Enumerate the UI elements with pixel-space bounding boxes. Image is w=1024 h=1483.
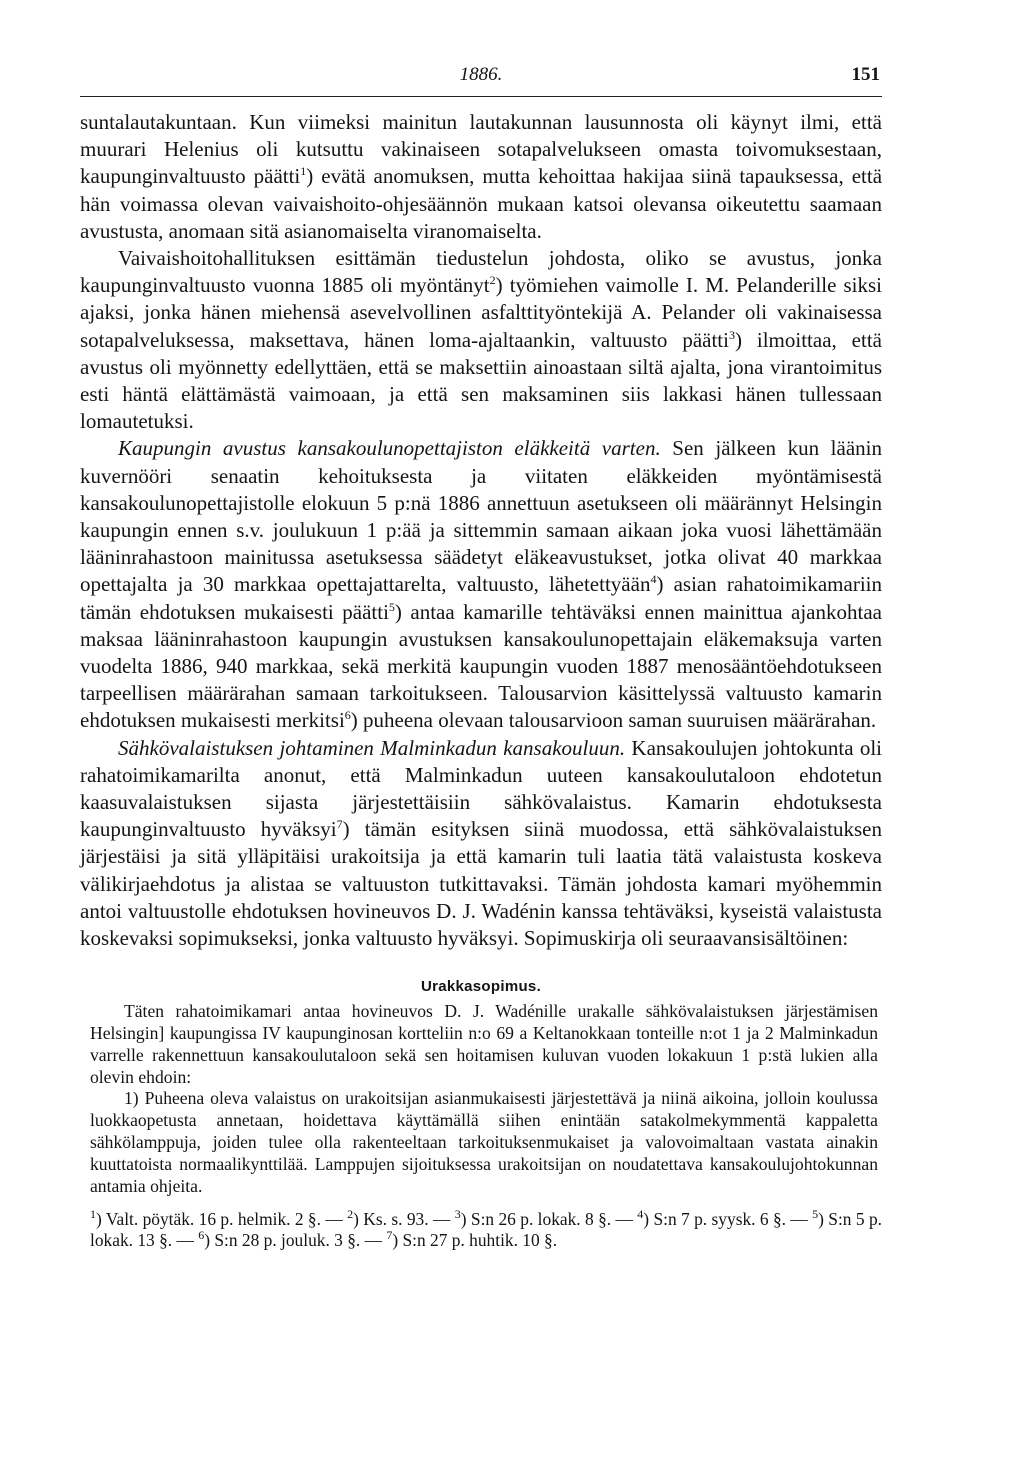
footnote-text: ) S:n 28 p. jouluk. 3 §. — — [204, 1230, 387, 1251]
footnote-ref: 7 — [336, 817, 343, 832]
footnote-marker: 2 — [347, 1207, 354, 1222]
paragraph-text: ) ilmoittaa, että avustus oli myönnetty edellyttäen, että se maksettiin ainoastaan siltä ajalta, jona virantoimitus esti häntä elättämästä vaimoaan, ja että sen maksaminen siis lakkasi hänen tullessaan lomautetuksi. — [80, 327, 882, 434]
paragraph-4 — [80, 735, 882, 953]
paragraph-1 — [80, 109, 882, 245]
contract-paragraph-1: Täten rahatoimikamari antaa hovineuvos D. J. Wadénille urakalle sähkövalaistuksen järjestämisen Helsingin] kaupungissa IV kaupunginosan kortteliin n:o 69 a Keltanokkaan tonteille n:ot 1 ja 2 Malminkadun varrelle rakennettuun kansakoulutaloon sekä sen hoitamisen kuluvan vuoden lokakuun 1 p:stä lukien alla olevin ehdoin: — [90, 1001, 878, 1087]
footnote-marker: 3 — [454, 1207, 461, 1222]
running-head — [80, 60, 882, 92]
footnote-text: ) S:n 5 p. lokak. 13 §. — — [90, 1209, 883, 1251]
paragraph-text: Kansakoulujen johtokunta oli rahatoimikamarilta anonut, että Malminkadun uuteen kansakoulutaloon ehdotetun kaasuvalaistuksen sijasta järjestettäisiin sähkövalaistus. Kamarin ehdotuksesta kaupunginvaltuusto hyväksyi — [80, 735, 883, 842]
paragraph-text: ) tämän esityksen siinä muodossa, että sähkövalaistuksen järjestäisi ja sitä ylläpitäisi urakoitsija ja että kamarin tuli laatia tätä valaistusta koskeva välikirjaehdotus ja alistaa se valtuuston tutkittavaksi. Tämän johdosta kamari myöhemmin antoi valtuustolle ehdotuksen hovineuvos D. J. Wadénin kanssa tehtäväksi, kyseistä valaistusta koskevaksi sopimukseksi, jonka valtuusto hyväksyi. Sopimuskirja oli seuraavansisältöinen: — [80, 817, 882, 951]
page-number: 151 — [851, 64, 880, 85]
footnote-ref: 6 — [344, 708, 351, 723]
header-rule — [80, 96, 882, 97]
footnote-marker: 7 — [386, 1228, 393, 1243]
footnote-marker: 6 — [198, 1228, 205, 1243]
footnote-ref: 4 — [650, 572, 657, 587]
footnote-ref: 1 — [300, 164, 307, 179]
footnote-block — [90, 1209, 882, 1251]
footnote-marker: 4 — [637, 1207, 644, 1222]
header-year: 1886. — [459, 64, 503, 85]
footnote-text: ) Ks. s. 93. — — [353, 1209, 455, 1230]
paragraph-text: ) puheena olevaan talousarvioon saman suuruisen määrärahan. — [350, 708, 877, 733]
section-heading: Sähkövalaistuksen johtaminen Malminkadun kansakouluun. — [118, 735, 626, 760]
footnote-text: ) S:n 27 p. huhtik. 10 §. — [392, 1230, 558, 1251]
contract-paragraph-2: 1) Puheena oleva valaistus on urakoitsijan asianmukaisesti järjestettävä ja niinä aikoina, jolloin koulussa luokkaopetusta annetaan, hoidettava käyttämällä siihen enintään satakolmekymmentä kappaletta sähkölamppuja, joiden tulee olla rakenteeltaan tarkoituksenmukaiset ja valovoimaltaan vastata ainakin kuuttatoista normaalikynttilää. Lamppujen sijoituksessa urakoitsijan on noudatettava kansakoulujohtokunnan antamia ohjeita. — [90, 1088, 878, 1196]
paragraph-text: ) evätä anomuksen, mutta kehoittaa hakijaa siinä tapauksessa, että hän voimassa olevan vaivaishoito-ohjesäännön mukaan katsoi olevansa oikeutettu saamaan avustusta, anomaan sitä asianomaiselta viranomaiselta. — [80, 164, 883, 243]
section-heading: Kaupungin avustus kansakoulunopettajiston eläkkeitä varten. — [118, 436, 661, 461]
footnote-ref: 2 — [489, 273, 496, 288]
contract-title: Urakkasopimus. — [420, 978, 542, 996]
paragraph-2 — [80, 245, 882, 435]
paragraph-3 — [80, 435, 882, 734]
paragraph-text: suntalautakuntaan. Kun viimeksi mainitun lautakunnan lausunnosta oli käynyt ilmi, että muurari Helenius oli kutsuttu vakinaiseen sotapalvelukseen omasta toivomuksestaan, kaupunginvaltuusto päätti — [80, 110, 882, 189]
footnote-text: ) S:n 7 p. syysk. 6 §. — — [643, 1209, 813, 1230]
contract-text — [80, 1001, 882, 1197]
main-text — [80, 109, 882, 952]
footnote-ref: 5 — [388, 599, 395, 614]
footnote-marker: 1 — [90, 1207, 96, 1222]
footnote-ref: 3 — [728, 327, 735, 342]
book-page — [80, 60, 882, 1251]
footnote-text: ) S:n 26 p. lokak. 8 §. — — [460, 1209, 638, 1230]
footnote-text: ) Valt. pöytäk. 16 p. helmik. 2 §. — — [96, 1209, 348, 1230]
footnotes — [80, 1209, 882, 1251]
footnote-marker: 5 — [812, 1207, 819, 1222]
paragraph-text: Sen jälkeen kun läänin kuvernööri senaatin kehoituksesta ja viitaten eläkkeiden myöntämisestä kansakoulunopettajistolle elokuun 5 p:nä 1886 annettuun asetukseen oli määrännyt Helsingin kaupungin ennen s.v. joulukuun 1 p:ää ja sittemmin samaan aikaan joka vuosi lähettämään lääninrahastoon mainitussa asetuksessa säädetyt eläkeavustukset, jotka olivat 40 markkaa opettajalta ja 30 markkaa opettajattarelta, valtuusto, lähetettyään — [80, 436, 882, 597]
paragraph-text: ) antaa kamarille tehtäväksi ennen mainittua ajankohtaa maksaa lääninrahastoon kaupungin avustuksen kansakoulunopettajain eläkemaksuja varten vuodelta 1886, 940 markkaa, sekä merkitä kaupungin vuoden 1887 menosääntöehdotukseen tarpeellisen määrärahan samaan tarkoitukseen. Talousarvion käsittelyssä valtuusto kamarin ehdotuksen mukaisesti merkitsi — [80, 599, 882, 733]
paragraph-text: ) asian rahatoimikamariin tämän ehdotuksen mukaisesti päätti — [80, 572, 882, 624]
paragraph-text: ) työmiehen vaimolle I. M. Pelanderille siksi ajaksi, jonka hänen miehensä asevelvollinen asfalttityöntekijä A. Pelander oli vakinaisessa sotapalveluksessa, maksettava, hänen loma-ajaltaankin, valtuusto päätti — [80, 273, 883, 352]
paragraph-text: Vaivaishoitohallituksen esittämän tiedustelun johdosta, oliko se avustus, jonka kaupunginvaltuusto vuonna 1885 oli myöntänyt — [80, 246, 882, 298]
